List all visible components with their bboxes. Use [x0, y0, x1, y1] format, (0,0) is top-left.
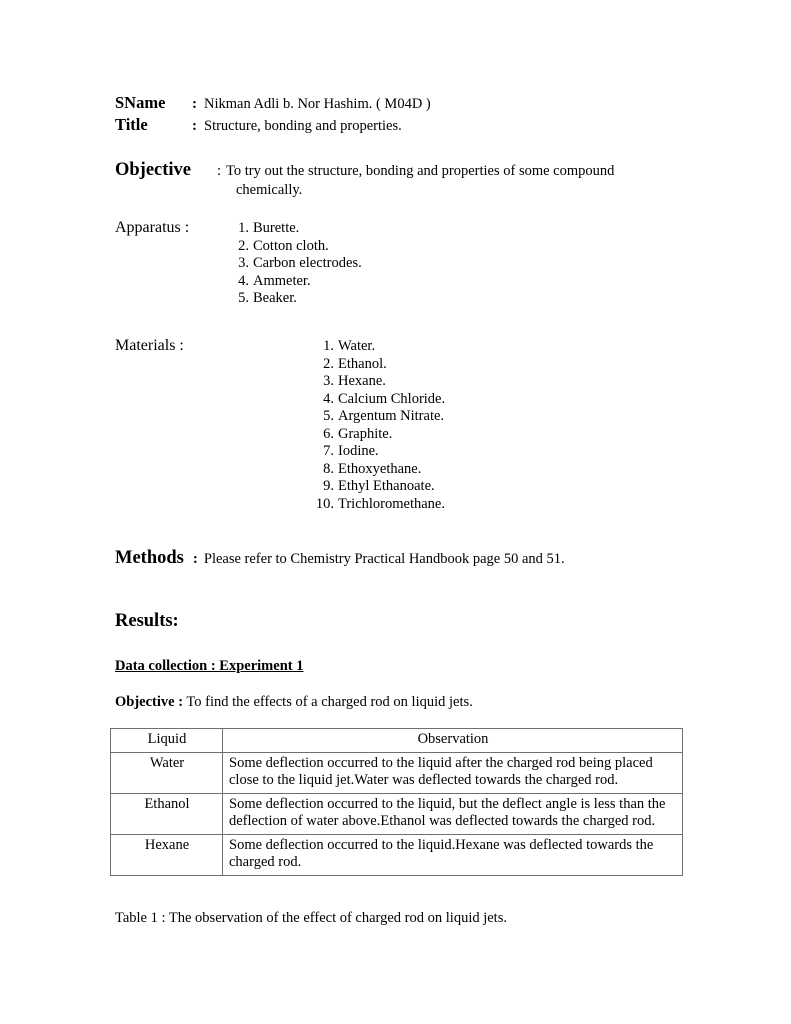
list-item-label: Calcium Chloride.	[338, 390, 446, 407]
list-item-label: Graphite.	[338, 425, 393, 442]
list-item-number: 7.	[323, 443, 334, 459]
column-header-liquid: Liquid	[111, 729, 223, 753]
apparatus-block	[115, 219, 362, 308]
list-item-number: 9.	[323, 478, 334, 494]
list-item	[223, 273, 362, 291]
title-label: Title	[115, 115, 148, 134]
sname-line	[115, 93, 431, 115]
methods-label: Methods	[115, 548, 184, 568]
cell-observation: Some deflection occurred to the liquid after the charged rod being placed close to the liquid jet.Water was deflected towards the charged rod.	[223, 752, 683, 793]
materials-list	[308, 338, 445, 513]
list-item-number: 4.	[323, 390, 334, 407]
table-row	[111, 834, 683, 875]
table-header-row	[111, 729, 683, 753]
sname-value: Nikman Adli b. Nor Hashim. ( M04D )	[204, 96, 431, 112]
methods-value: Please refer to Chemistry Practical Handbook page 50 and 51.	[203, 551, 565, 567]
cell-liquid: Ethanol	[111, 793, 223, 834]
list-item-number: 2.	[238, 237, 249, 254]
table-row	[111, 752, 683, 793]
student-header-block	[115, 93, 431, 137]
list-item-label: Ethyl Ethanoate.	[338, 478, 435, 494]
methods-block	[115, 548, 565, 569]
list-item-number: 3.	[238, 255, 249, 271]
results-heading: Results:	[115, 611, 179, 631]
list-item	[308, 443, 445, 461]
data-collection-heading: Data collection : Experiment 1	[115, 658, 304, 674]
observation-table	[110, 728, 683, 876]
list-item-label: Beaker.	[253, 290, 297, 306]
objective-label: Objective	[115, 160, 192, 180]
list-item	[308, 391, 445, 409]
apparatus-list	[223, 220, 362, 308]
objective-colon: :	[217, 163, 222, 179]
list-item-number: 2.	[323, 355, 334, 372]
list-item-number: 10.	[315, 495, 334, 512]
list-item	[308, 426, 445, 444]
objective-value: To try out the structure, bonding and properties of some compound	[226, 163, 615, 179]
title-colon: :	[192, 118, 197, 134]
experiment-objective-line	[115, 694, 473, 711]
experiment-objective-value: To find the effects of a charged rod on liquid jets.	[186, 694, 473, 710]
list-item-label: Carbon electrodes.	[253, 255, 362, 271]
list-item-label: Iodine.	[338, 443, 379, 459]
list-item	[308, 356, 445, 374]
list-item-number: 5.	[238, 290, 249, 306]
list-item	[223, 220, 362, 238]
objective-block	[115, 160, 614, 199]
materials-block	[115, 337, 445, 513]
objective-first-line	[115, 160, 614, 181]
list-item-label: Hexane.	[338, 373, 386, 389]
list-item-number: 1.	[238, 220, 249, 236]
list-item	[308, 478, 445, 496]
list-item-number: 4.	[238, 272, 249, 289]
methods-colon: :	[192, 551, 198, 567]
materials-label: Materials :	[115, 337, 184, 354]
column-header-observation: Observation	[223, 729, 683, 753]
cell-observation: Some deflection occurred to the liquid, but the deflect angle is less than the deflection of water above.Ethanol was deflected towards the charged rod.	[223, 793, 683, 834]
list-item-label: Argentum Nitrate.	[338, 408, 445, 424]
title-value: Structure, bonding and properties.	[204, 118, 402, 134]
list-item	[223, 238, 362, 256]
cell-liquid: Hexane	[111, 834, 223, 875]
list-item-label: Burette.	[253, 220, 300, 236]
materials-first-line	[115, 337, 445, 513]
list-item-number: 5.	[323, 408, 334, 424]
list-item-label: Ethoxyethane.	[338, 460, 422, 477]
list-item-number: 6.	[323, 425, 334, 442]
list-item-label: Trichloromethane.	[338, 495, 445, 512]
list-item	[308, 373, 445, 391]
list-item-label: Water.	[338, 338, 376, 354]
list-item-number: 8.	[323, 460, 334, 477]
list-item	[308, 461, 445, 479]
cell-observation: Some deflection occurred to the liquid.Hexane was deflected towards the charged rod.	[223, 834, 683, 875]
list-item	[308, 338, 445, 356]
table-caption: Table 1 : The observation of the effect of charged rod on liquid jets.	[115, 910, 507, 926]
list-item	[308, 496, 445, 514]
table-row	[111, 793, 683, 834]
sname-label: SName	[115, 93, 166, 112]
sname-colon: :	[192, 96, 197, 112]
apparatus-label: Apparatus :	[115, 219, 190, 236]
list-item	[223, 255, 362, 273]
cell-liquid: Water	[111, 752, 223, 793]
list-item-number: 3.	[323, 373, 334, 389]
list-item-label: Cotton cloth.	[253, 237, 329, 254]
objective-continuation: chemically.	[236, 182, 303, 198]
list-item-label: Ammeter.	[253, 272, 311, 289]
experiment-objective-label: Objective :	[115, 694, 184, 710]
list-item-number: 1.	[323, 338, 334, 354]
list-item	[308, 408, 445, 426]
apparatus-first-line	[115, 219, 362, 308]
title-line	[115, 115, 431, 137]
list-item	[223, 290, 362, 308]
list-item-label: Ethanol.	[338, 355, 387, 372]
